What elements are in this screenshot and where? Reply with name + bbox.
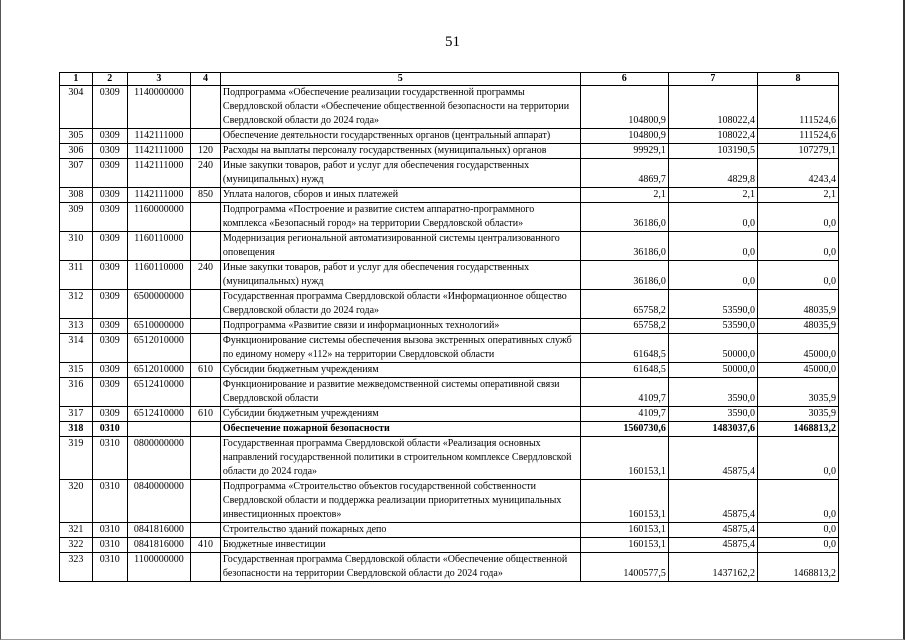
cell-value-year-2: 1437162,2 bbox=[668, 553, 757, 582]
cell-target-code: 0841816000 bbox=[127, 538, 191, 553]
table-row bbox=[60, 363, 839, 378]
cell-row-number: 309 bbox=[60, 203, 93, 232]
cell-section: 0309 bbox=[92, 144, 127, 159]
table-row bbox=[60, 129, 839, 144]
cell-section: 0309 bbox=[92, 407, 127, 422]
cell-value-year-1: 65758,2 bbox=[580, 290, 668, 319]
cell-value-year-2: 45875,4 bbox=[668, 523, 757, 538]
cell-row-number: 316 bbox=[60, 378, 93, 407]
cell-value-year-3: 0,0 bbox=[757, 203, 838, 232]
table-header bbox=[60, 73, 839, 86]
cell-value-year-2: 53590,0 bbox=[668, 319, 757, 334]
cell-value-year-1: 65758,2 bbox=[580, 319, 668, 334]
cell-value-year-3: 0,0 bbox=[757, 538, 838, 553]
cell-section: 0309 bbox=[92, 290, 127, 319]
cell-value-year-2: 53590,0 bbox=[668, 290, 757, 319]
budget-table bbox=[59, 72, 839, 582]
cell-value-year-3: 4243,4 bbox=[757, 159, 838, 188]
cell-target-code: 1160110000 bbox=[127, 261, 191, 290]
cell-value-year-1: 61648,5 bbox=[580, 334, 668, 363]
cell-expense-type bbox=[191, 523, 221, 538]
cell-row-number: 306 bbox=[60, 144, 93, 159]
cell-value-year-3: 0,0 bbox=[757, 232, 838, 261]
cell-target-code: 6510000000 bbox=[127, 319, 191, 334]
cell-target-code: 1160110000 bbox=[127, 232, 191, 261]
cell-section: 0309 bbox=[92, 334, 127, 363]
cell-name: Подпрограмма «Развитие связи и информационных технологий» bbox=[220, 319, 580, 334]
cell-section: 0309 bbox=[92, 86, 127, 129]
table-row bbox=[60, 334, 839, 363]
cell-value-year-1: 104800,9 bbox=[580, 129, 668, 144]
cell-value-year-2: 50000,0 bbox=[668, 334, 757, 363]
cell-value-year-2: 2,1 bbox=[668, 188, 757, 203]
cell-expense-type bbox=[191, 437, 221, 480]
cell-expense-type bbox=[191, 422, 221, 437]
cell-value-year-1: 4109,7 bbox=[580, 407, 668, 422]
cell-value-year-3: 0,0 bbox=[757, 523, 838, 538]
cell-row-number: 321 bbox=[60, 523, 93, 538]
header-cell-year-2: 7 bbox=[668, 73, 757, 86]
cell-value-year-1: 160153,1 bbox=[580, 480, 668, 523]
cell-value-year-2: 103190,5 bbox=[668, 144, 757, 159]
cell-value-year-1: 2,1 bbox=[580, 188, 668, 203]
cell-value-year-2: 45875,4 bbox=[668, 480, 757, 523]
cell-value-year-1: 1400577,5 bbox=[580, 553, 668, 582]
cell-expense-type bbox=[191, 319, 221, 334]
cell-section: 0309 bbox=[92, 203, 127, 232]
cell-section: 0310 bbox=[92, 437, 127, 480]
table-row bbox=[60, 261, 839, 290]
cell-value-year-1: 160153,1 bbox=[580, 437, 668, 480]
cell-value-year-2: 3590,0 bbox=[668, 378, 757, 407]
cell-name: Субсидии бюджетным учреждениям bbox=[220, 407, 580, 422]
cell-value-year-1: 4109,7 bbox=[580, 378, 668, 407]
cell-value-year-1: 104800,9 bbox=[580, 86, 668, 129]
table-row bbox=[60, 480, 839, 523]
cell-value-year-3: 111524,6 bbox=[757, 86, 838, 129]
header-cell-section: 2 bbox=[92, 73, 127, 86]
cell-value-year-2: 0,0 bbox=[668, 232, 757, 261]
table-row bbox=[60, 188, 839, 203]
cell-expense-type: 610 bbox=[191, 407, 221, 422]
cell-value-year-3: 48035,9 bbox=[757, 319, 838, 334]
table-row bbox=[60, 159, 839, 188]
cell-value-year-2: 50000,0 bbox=[668, 363, 757, 378]
cell-value-year-2: 45875,4 bbox=[668, 538, 757, 553]
header-cell-target-code: 3 bbox=[127, 73, 191, 86]
cell-value-year-3: 45000,0 bbox=[757, 334, 838, 363]
cell-expense-type: 410 bbox=[191, 538, 221, 553]
cell-expense-type bbox=[191, 86, 221, 129]
cell-name: Иные закупки товаров, работ и услуг для обеспечения государственных (муниципальных) нужд bbox=[220, 159, 580, 188]
cell-name: Функционирование системы обеспечения вызова экстренных оперативных служб по единому номеру «112» на территории Свердловской области bbox=[220, 334, 580, 363]
cell-expense-type bbox=[191, 480, 221, 523]
table-row bbox=[60, 553, 839, 582]
cell-value-year-1: 160153,1 bbox=[580, 538, 668, 553]
cell-row-number: 320 bbox=[60, 480, 93, 523]
table-row bbox=[60, 378, 839, 407]
cell-value-year-1: 99929,1 bbox=[580, 144, 668, 159]
header-cell-expense-type: 4 bbox=[191, 73, 221, 86]
table-row bbox=[60, 319, 839, 334]
cell-value-year-1: 4869,7 bbox=[580, 159, 668, 188]
cell-row-number: 308 bbox=[60, 188, 93, 203]
cell-value-year-3: 111524,6 bbox=[757, 129, 838, 144]
cell-name: Функционирование и развитие межведомственной системы оперативной связи Свердловской области bbox=[220, 378, 580, 407]
cell-value-year-2: 45875,4 bbox=[668, 437, 757, 480]
cell-name: Обеспечение пожарной безопасности bbox=[220, 422, 580, 437]
cell-value-year-3: 0,0 bbox=[757, 437, 838, 480]
cell-target-code: 0840000000 bbox=[127, 480, 191, 523]
cell-value-year-2: 1483037,6 bbox=[668, 422, 757, 437]
header-cell-name: 5 bbox=[220, 73, 580, 86]
header-cell-row-number: 1 bbox=[60, 73, 93, 86]
cell-expense-type bbox=[191, 553, 221, 582]
cell-value-year-2: 4829,8 bbox=[668, 159, 757, 188]
cell-row-number: 312 bbox=[60, 290, 93, 319]
cell-value-year-1: 61648,5 bbox=[580, 363, 668, 378]
cell-row-number: 304 bbox=[60, 86, 93, 129]
cell-target-code: 1142111000 bbox=[127, 159, 191, 188]
cell-section: 0310 bbox=[92, 538, 127, 553]
cell-row-number: 318 bbox=[60, 422, 93, 437]
cell-name: Подпрограмма «Построение и развитие систем аппаратно-программного комплекса «Безопасный город» на территории Свердловской области» bbox=[220, 203, 580, 232]
cell-section: 0309 bbox=[92, 261, 127, 290]
cell-value-year-3: 1468813,2 bbox=[757, 553, 838, 582]
cell-value-year-2: 108022,4 bbox=[668, 129, 757, 144]
cell-target-code: 6512010000 bbox=[127, 363, 191, 378]
cell-value-year-1: 160153,1 bbox=[580, 523, 668, 538]
cell-expense-type bbox=[191, 334, 221, 363]
cell-name: Расходы на выплаты персоналу государственных (муниципальных) органов bbox=[220, 144, 580, 159]
cell-section: 0310 bbox=[92, 422, 127, 437]
cell-value-year-3: 48035,9 bbox=[757, 290, 838, 319]
cell-value-year-2: 108022,4 bbox=[668, 86, 757, 129]
cell-section: 0309 bbox=[92, 319, 127, 334]
table-row bbox=[60, 290, 839, 319]
cell-expense-type bbox=[191, 129, 221, 144]
cell-target-code: 1100000000 bbox=[127, 553, 191, 582]
cell-target-code: 6512410000 bbox=[127, 407, 191, 422]
cell-expense-type bbox=[191, 378, 221, 407]
cell-value-year-1: 36186,0 bbox=[580, 203, 668, 232]
table-row bbox=[60, 437, 839, 480]
table-row bbox=[60, 523, 839, 538]
cell-row-number: 315 bbox=[60, 363, 93, 378]
table-row bbox=[60, 422, 839, 437]
cell-row-number: 310 bbox=[60, 232, 93, 261]
cell-row-number: 319 bbox=[60, 437, 93, 480]
cell-section: 0309 bbox=[92, 232, 127, 261]
table-row bbox=[60, 86, 839, 129]
cell-name: Иные закупки товаров, работ и услуг для обеспечения государственных (муниципальных) нужд bbox=[220, 261, 580, 290]
cell-value-year-3: 0,0 bbox=[757, 480, 838, 523]
cell-target-code: 1142111000 bbox=[127, 188, 191, 203]
cell-value-year-2: 0,0 bbox=[668, 261, 757, 290]
page-number: 51 bbox=[445, 34, 460, 50]
cell-target-code: 0800000000 bbox=[127, 437, 191, 480]
cell-name: Субсидии бюджетным учреждениям bbox=[220, 363, 580, 378]
cell-value-year-3: 3035,9 bbox=[757, 378, 838, 407]
cell-expense-type: 240 bbox=[191, 159, 221, 188]
table-body bbox=[60, 86, 839, 582]
cell-name: Государственная программа Свердловской области «Обеспечение общественной безопасности на территории Свердловской области до 2024 года» bbox=[220, 553, 580, 582]
cell-section: 0310 bbox=[92, 553, 127, 582]
cell-expense-type: 850 bbox=[191, 188, 221, 203]
cell-row-number: 322 bbox=[60, 538, 93, 553]
cell-target-code: 6500000000 bbox=[127, 290, 191, 319]
table-row bbox=[60, 232, 839, 261]
cell-target-code: 1140000000 bbox=[127, 86, 191, 129]
header-cell-year-1: 6 bbox=[580, 73, 668, 86]
cell-section: 0309 bbox=[92, 378, 127, 407]
header-cell-year-3: 8 bbox=[757, 73, 838, 86]
cell-target-code: 1142111000 bbox=[127, 144, 191, 159]
cell-name: Подпрограмма «Обеспечение реализации государственной программы Свердловской области «Обеспечение общественной безопасности на территории Свердловской области до 2024 года» bbox=[220, 86, 580, 129]
cell-row-number: 317 bbox=[60, 407, 93, 422]
cell-expense-type bbox=[191, 203, 221, 232]
cell-target-code: 6512410000 bbox=[127, 378, 191, 407]
cell-row-number: 307 bbox=[60, 159, 93, 188]
cell-expense-type bbox=[191, 290, 221, 319]
table-row bbox=[60, 144, 839, 159]
cell-value-year-1: 1560730,6 bbox=[580, 422, 668, 437]
cell-row-number: 305 bbox=[60, 129, 93, 144]
cell-value-year-1: 36186,0 bbox=[580, 232, 668, 261]
cell-section: 0309 bbox=[92, 188, 127, 203]
cell-section: 0310 bbox=[92, 480, 127, 523]
cell-name: Государственная программа Свердловской области «Информационное общество Свердловской области до 2024 года» bbox=[220, 290, 580, 319]
cell-value-year-2: 3590,0 bbox=[668, 407, 757, 422]
cell-section: 0309 bbox=[92, 159, 127, 188]
cell-name: Бюджетные инвестиции bbox=[220, 538, 580, 553]
cell-value-year-3: 0,0 bbox=[757, 261, 838, 290]
cell-value-year-3: 1468813,2 bbox=[757, 422, 838, 437]
cell-expense-type: 610 bbox=[191, 363, 221, 378]
cell-value-year-1: 36186,0 bbox=[580, 261, 668, 290]
cell-value-year-3: 107279,1 bbox=[757, 144, 838, 159]
cell-name: Строительство зданий пожарных депо bbox=[220, 523, 580, 538]
cell-row-number: 313 bbox=[60, 319, 93, 334]
cell-name: Государственная программа Свердловской области «Реализация основных направлений государственной политики в строительном комплексе Свердловской области до 2024 года» bbox=[220, 437, 580, 480]
header-row bbox=[60, 73, 839, 86]
table-row bbox=[60, 203, 839, 232]
cell-name: Модернизация региональной автоматизированной системы централизованного оповещения bbox=[220, 232, 580, 261]
cell-expense-type bbox=[191, 232, 221, 261]
cell-expense-type: 120 bbox=[191, 144, 221, 159]
cell-target-code bbox=[127, 422, 191, 437]
cell-target-code: 6512010000 bbox=[127, 334, 191, 363]
cell-name: Обеспечение деятельности государственных органов (центральный аппарат) bbox=[220, 129, 580, 144]
cell-expense-type: 240 bbox=[191, 261, 221, 290]
cell-value-year-2: 0,0 bbox=[668, 203, 757, 232]
cell-row-number: 323 bbox=[60, 553, 93, 582]
cell-section: 0309 bbox=[92, 363, 127, 378]
cell-value-year-3: 2,1 bbox=[757, 188, 838, 203]
cell-target-code: 1160000000 bbox=[127, 203, 191, 232]
table-row bbox=[60, 407, 839, 422]
cell-section: 0309 bbox=[92, 129, 127, 144]
cell-value-year-3: 45000,0 bbox=[757, 363, 838, 378]
cell-value-year-3: 3035,9 bbox=[757, 407, 838, 422]
cell-section: 0310 bbox=[92, 523, 127, 538]
cell-row-number: 311 bbox=[60, 261, 93, 290]
cell-target-code: 1142111000 bbox=[127, 129, 191, 144]
cell-target-code: 0841816000 bbox=[127, 523, 191, 538]
cell-name: Подпрограмма «Строительство объектов государственной собственности Свердловской области и поддержка реализации приоритетных муниципальных инвестиционных проектов» bbox=[220, 480, 580, 523]
cell-name: Уплата налогов, сборов и иных платежей bbox=[220, 188, 580, 203]
table-row bbox=[60, 538, 839, 553]
cell-row-number: 314 bbox=[60, 334, 93, 363]
